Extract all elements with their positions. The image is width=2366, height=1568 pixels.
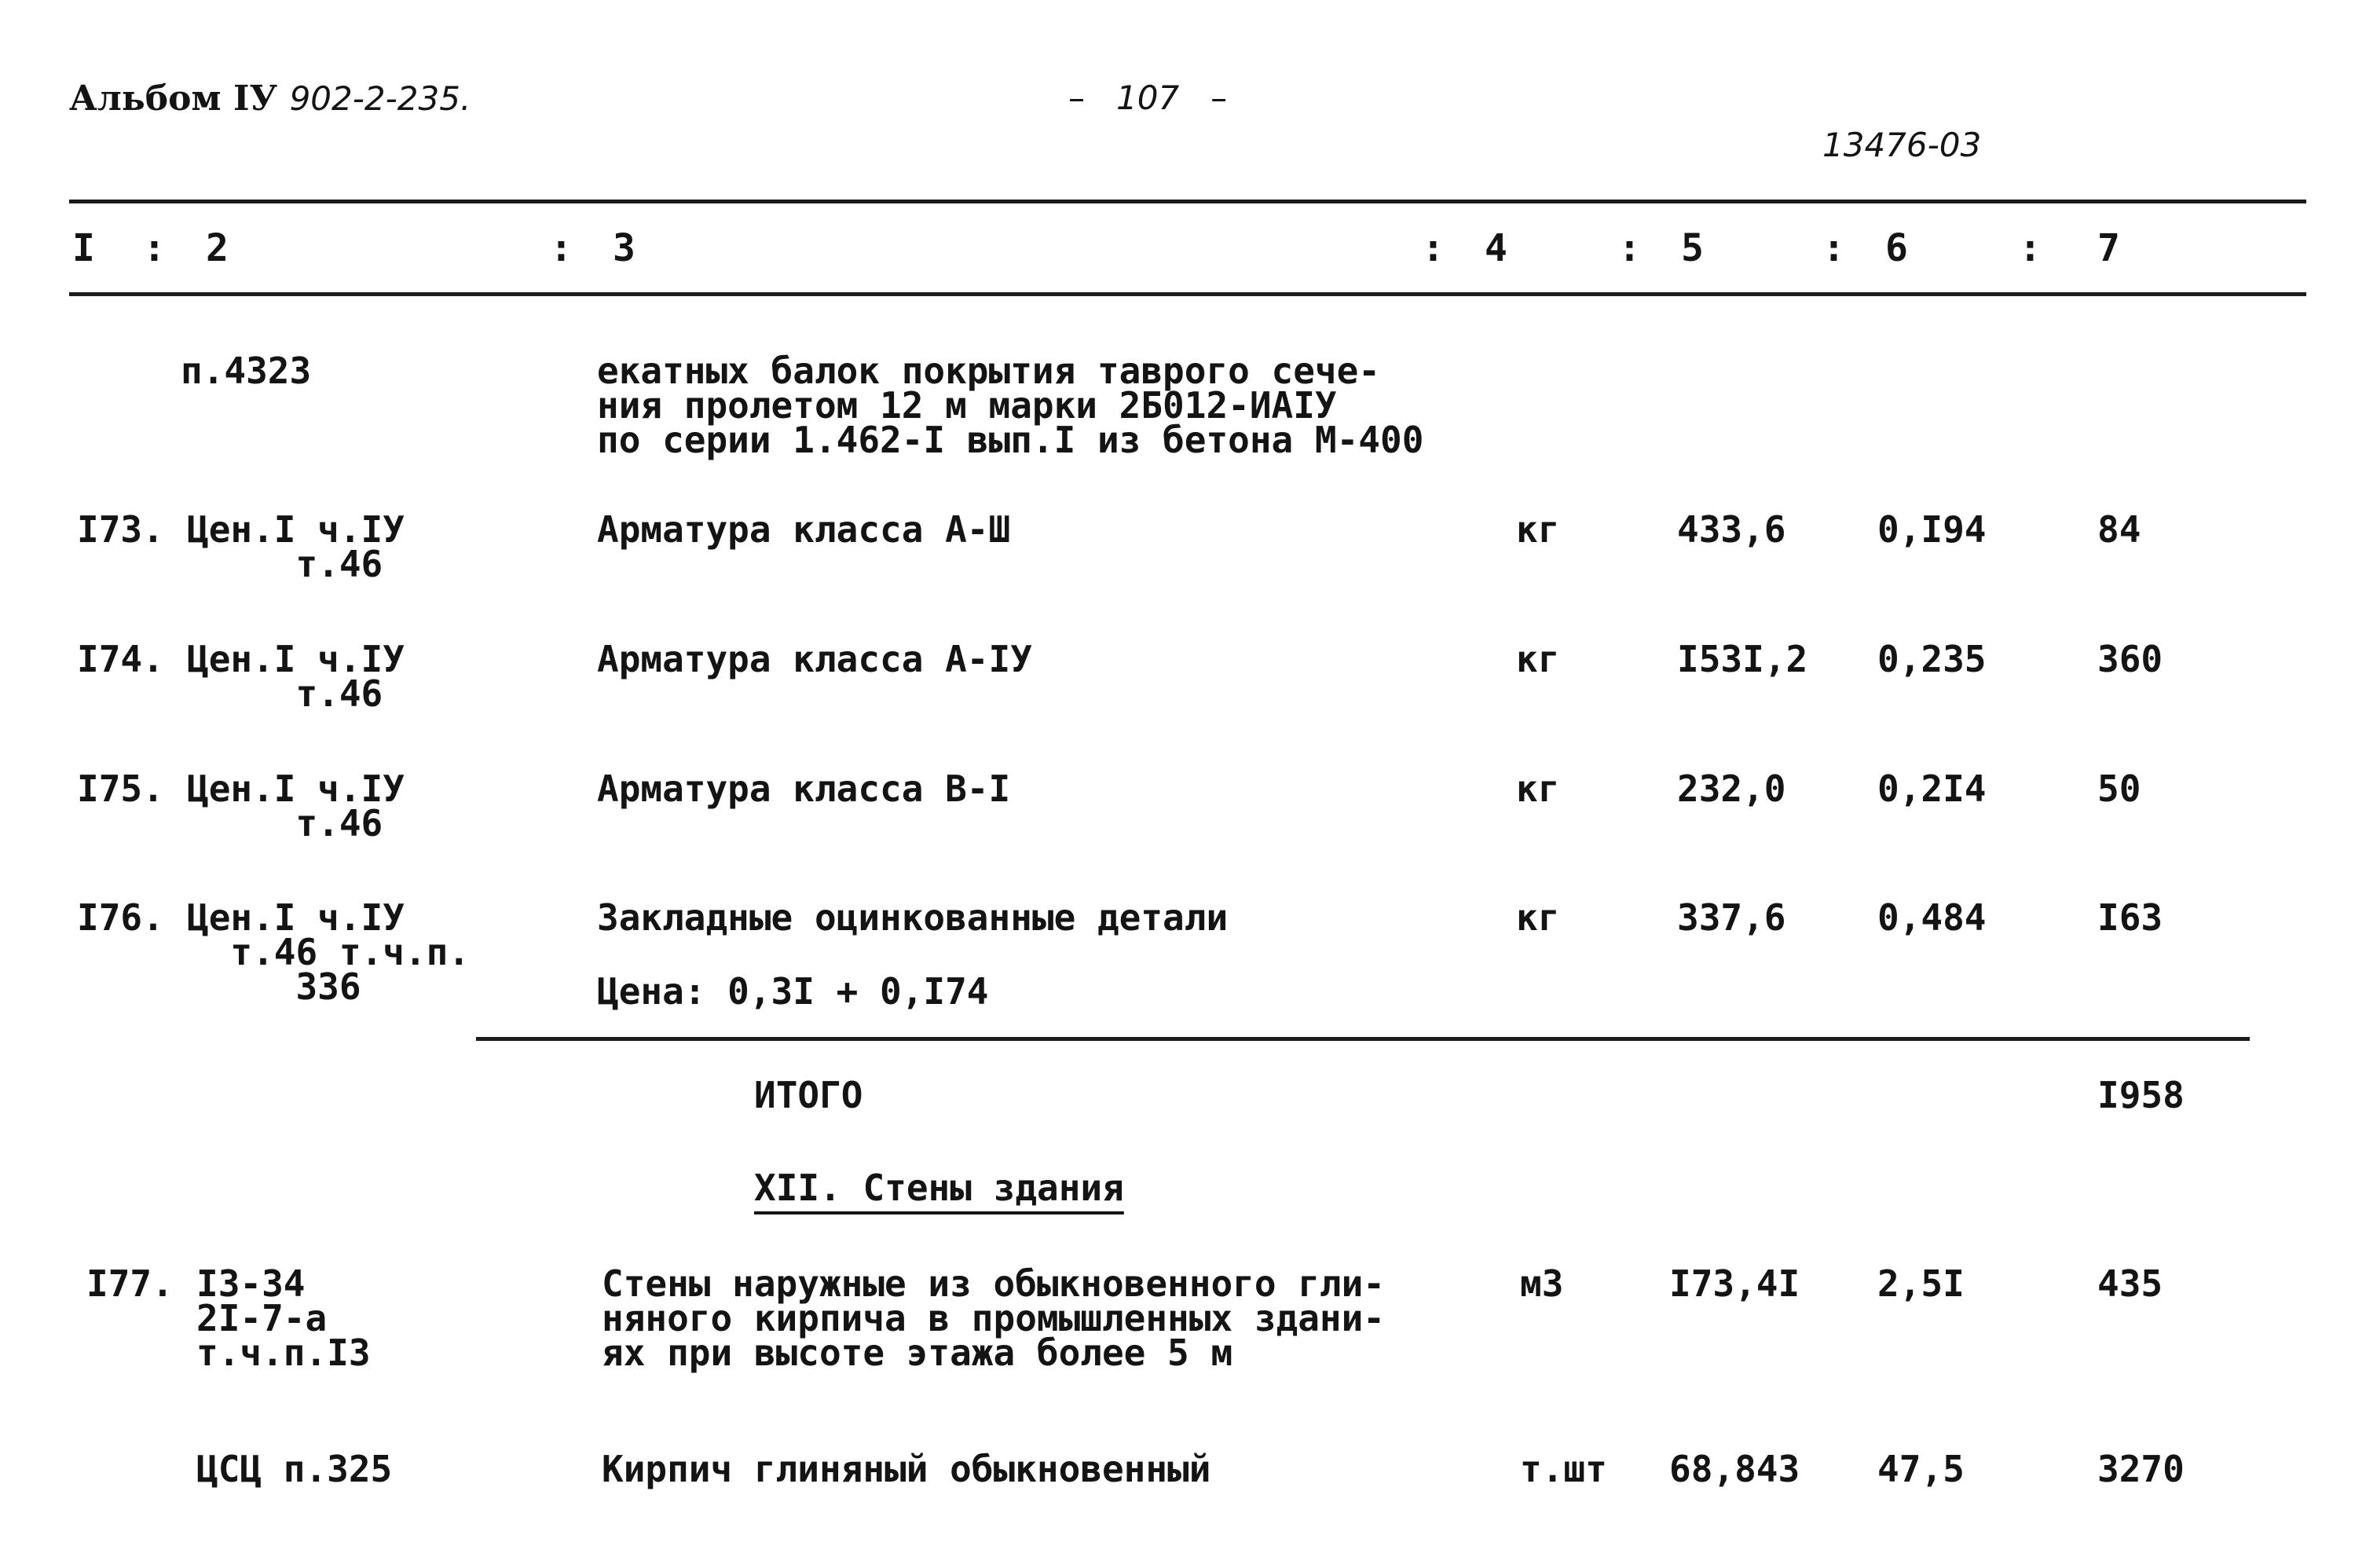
row-quantity: I53I,2	[1677, 638, 1808, 680]
row-total: 435	[2097, 1262, 2163, 1305]
row-quantity: 232,0	[1677, 768, 1786, 810]
row-number: I76.	[77, 896, 164, 939]
row-price: 0,I94	[1877, 508, 1987, 551]
row-name: Закладные оцинкованные детали	[597, 896, 1229, 939]
subtotal-total: I958	[2097, 1074, 2185, 1116]
col-head-4: 4	[1485, 226, 1507, 270]
row-quantity: 68,843	[1669, 1448, 1800, 1490]
row-name: Арматура класса А-IУ	[597, 638, 1032, 680]
intro-text: екатных балок покрытия таврого сече- ния пролетом 12 м марки 2Б012-ИАIУ по серии 1.462-I вып.I из бетона М-400	[597, 350, 1424, 461]
row-total: I63	[2097, 896, 2163, 939]
row-total: 360	[2097, 638, 2163, 680]
album-title: Альбом IУ	[69, 79, 278, 119]
row-quantity: 433,6	[1677, 508, 1786, 551]
row-number: I77.	[86, 1262, 174, 1305]
subtotal-rule	[476, 1037, 2250, 1041]
col-sep-6: :	[1822, 226, 1845, 270]
row-name: Арматура класса В-I	[597, 768, 1011, 810]
col-sep-7: :	[2019, 226, 2042, 270]
section-title: XII. Стены здания	[754, 1167, 1124, 1209]
header-bottom-rule	[69, 292, 2306, 296]
row-unit: кг	[1516, 508, 1560, 551]
album-label	[69, 79, 471, 119]
row-quantity: 337,6	[1677, 896, 1786, 939]
page-dash-right: –	[1210, 79, 1228, 117]
row-total: 50	[2097, 768, 2141, 810]
row-number: I73.	[77, 508, 164, 551]
document-code: 13476-03	[1822, 126, 1982, 164]
row-number: I75.	[77, 768, 164, 810]
row-total: 84	[2097, 508, 2141, 551]
col-head-5: 5	[1681, 226, 1704, 270]
col-sep-5: :	[1618, 226, 1641, 270]
row-name: Стены наружные из обыкновенного гли- няного кирпича в промышленных здани- ях при высоте этажа более 5 м	[602, 1262, 1385, 1374]
row-name: Кирпич глиняный обыкновенный	[602, 1448, 1211, 1490]
row-unit: кг	[1516, 638, 1560, 680]
row-code: ЦСЦ п.325	[196, 1448, 393, 1490]
col-head-7: 7	[2097, 226, 2120, 270]
top-rule	[69, 200, 2306, 203]
row-quantity: I73,4I	[1669, 1262, 1800, 1305]
price-note: Цена: 0,3I + 0,I74	[597, 970, 989, 1013]
row-code: I3-34 2I-7-а т.ч.п.I3	[196, 1262, 371, 1374]
row-code: Цен.I ч.IУ т.46 т.ч.п. 336	[187, 896, 471, 1008]
col-head-6: 6	[1885, 226, 1908, 270]
row-price: 2,5I	[1877, 1262, 1965, 1305]
page-number	[1068, 79, 1227, 117]
col-sep-4: :	[1422, 226, 1445, 270]
row-unit: т.шт	[1520, 1448, 1607, 1490]
row-price: 0,2I4	[1877, 768, 1987, 810]
row-price: 47,5	[1877, 1448, 1965, 1490]
col-head-1: I	[72, 226, 95, 270]
col-sep-3: :	[550, 226, 573, 270]
page-number-value: 107	[1116, 79, 1180, 117]
row-price: 0,235	[1877, 638, 1987, 680]
album-number: 902-2-235.	[289, 79, 471, 118]
page-dash-left: –	[1068, 79, 1085, 117]
row-price: 0,484	[1877, 896, 1987, 939]
col-sep-2: :	[143, 226, 166, 270]
row-code: Цен.I ч.IУ т.46	[187, 768, 405, 844]
row-number: I74.	[77, 638, 164, 680]
row-code: Цен.I ч.IУ т.46	[187, 508, 405, 585]
col-head-2: 2	[206, 226, 229, 270]
row-unit: м3	[1520, 1262, 1564, 1305]
row-unit: кг	[1516, 768, 1560, 810]
row-unit: кг	[1516, 896, 1560, 939]
col-head-3: 3	[613, 226, 635, 270]
intro-code: п.4323	[181, 350, 312, 392]
row-code: Цен.I ч.IУ т.46	[187, 638, 405, 715]
row-name: Арматура класса А-Ш	[597, 508, 1011, 551]
subtotal-label: ИТОГО	[754, 1074, 863, 1116]
row-total: 3270	[2097, 1448, 2185, 1490]
